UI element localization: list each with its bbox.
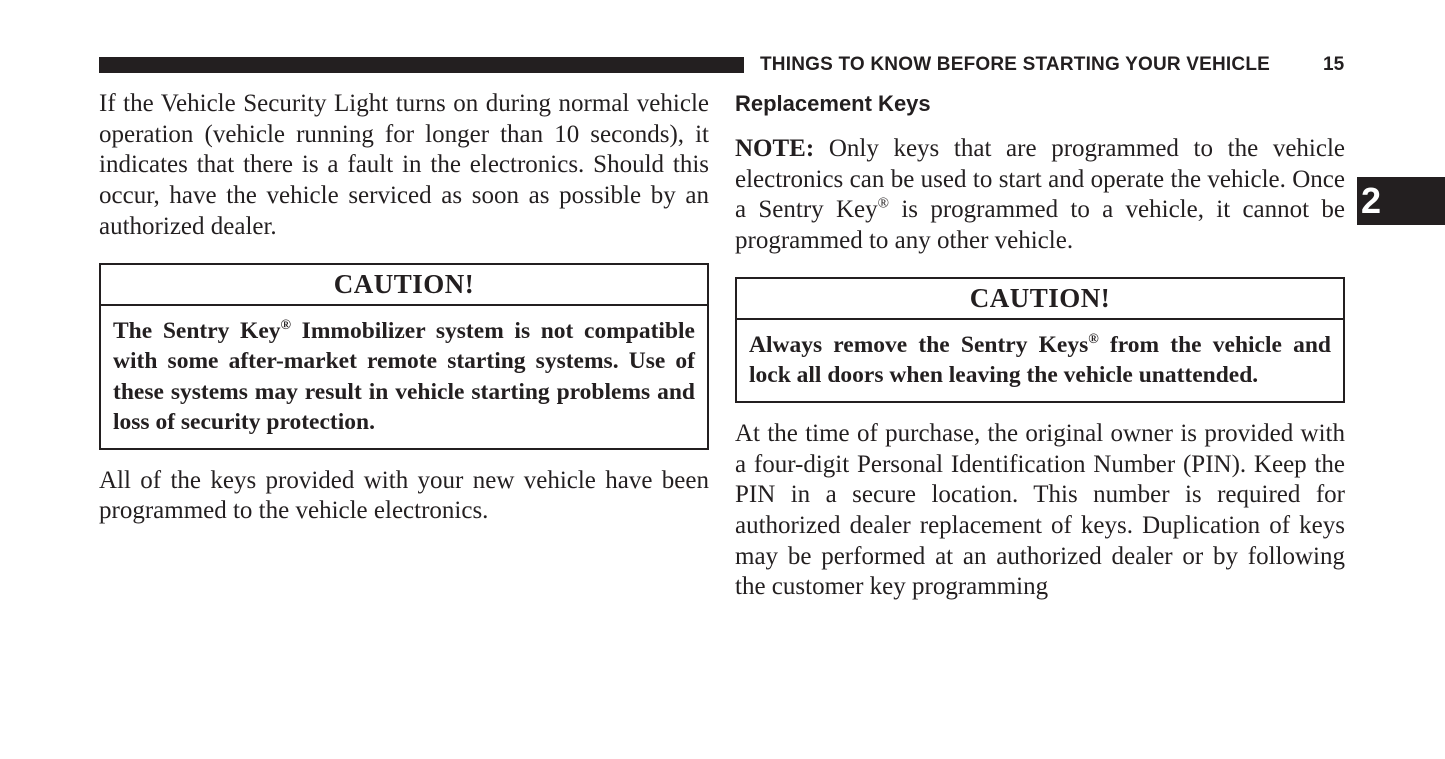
note-paragraph [735,134,1345,257]
running-header-title: THINGS TO KNOW BEFORE STARTING YOUR VEHICLE [760,54,1271,75]
registered-mark: ® [1088,330,1099,347]
keys-programmed-paragraph: All of the keys provided with your new vehicle have been programmed to the vehicle electronics. [99,466,709,525]
caution-text [101,306,707,448]
caution-title: CAUTION! [101,265,707,306]
replacement-keys-heading: Replacement Keys [735,91,931,116]
header-rule [99,57,744,73]
caution-text-end: from the vehicle and lock all doors when leaving the vehicle unattended. [749,331,1331,389]
pin-paragraph: At the time of purchase, the original owner is provided with a four-digit Personal Identification Number (PIN). Keep the PIN in a secure location. This number is required for authorized dealer replacement of keys. Duplication of keys may be performed at an authorized dealer or by following the customer key programming [735,419,1345,601]
caution-text-end: Immobilizer system is not compatible with some after-market remote starting systems. Use of these systems may result in vehicle starting problems and loss of security protection. [113,317,695,436]
security-light-paragraph: If the Vehicle Security Light turns on during normal vehicle operation (vehicle running for longer than 10 seconds), it indicates that there is a fault in the electronics. Should this occur, have the vehicle serviced as soon as possible by an authorized dealer. [99,90,709,240]
registered-mark: ® [877,196,890,213]
right-column [735,89,1345,603]
caution-text [737,320,1343,401]
left-column [99,89,709,527]
caution-box-remove-keys [735,277,1345,403]
note-text-start: Only keys that are programmed to the vehicle electronics can be used to start and operate the vehicle. Once a Sentry Key [735,135,1345,224]
caution-box-immobilizer [99,263,709,450]
note-text-end: is programmed to a vehicle, it cannot be programmed to any other vehicle. [735,196,1345,255]
caution-text-start: The Sentry Key [113,317,281,344]
page-number: 15 [1323,54,1345,75]
caution-text-start: Always remove the Sentry Keys [749,331,1089,358]
caution-title: CAUTION! [737,279,1343,320]
note-label: NOTE: [735,135,815,162]
registered-mark: ® [280,316,292,333]
section-tab-number: 2 [1361,180,1382,221]
